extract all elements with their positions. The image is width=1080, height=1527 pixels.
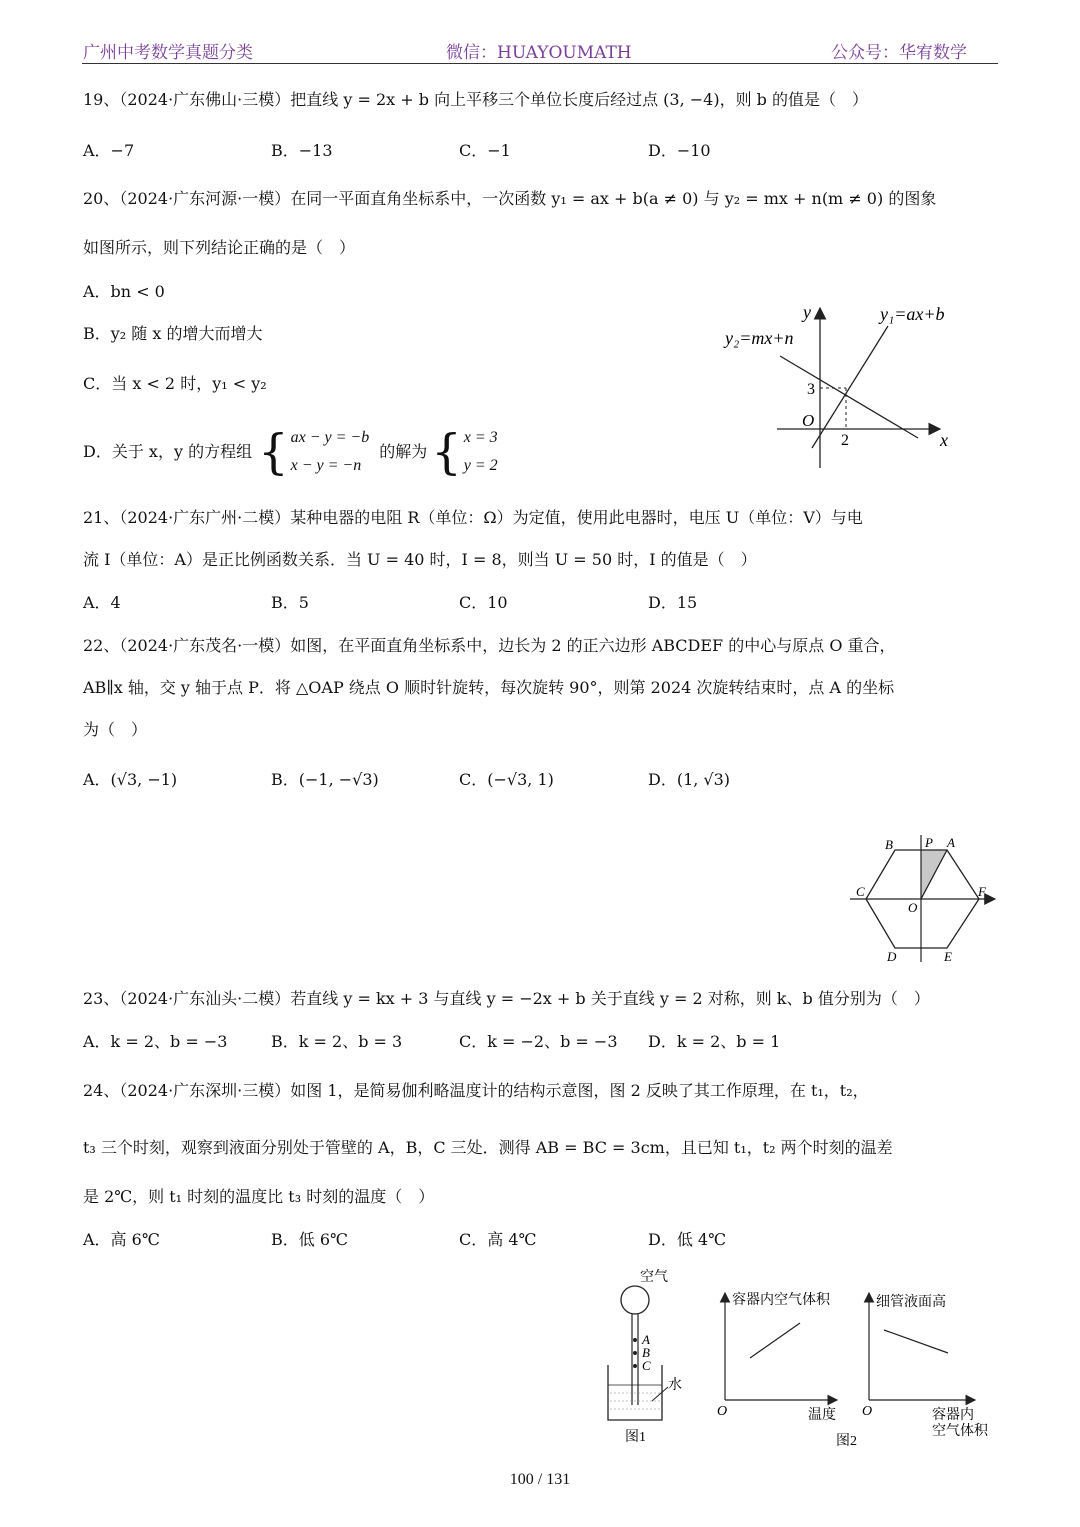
tick-x-label: 2 bbox=[841, 432, 849, 449]
header-rule bbox=[82, 63, 998, 64]
water-label: 水 bbox=[668, 1378, 682, 1393]
label-o: O bbox=[908, 900, 918, 915]
graph2-origin: O bbox=[862, 1404, 873, 1419]
left-brace: { bbox=[431, 424, 462, 480]
q21-option-a: A．4 bbox=[83, 593, 121, 612]
header-center: 微信：HUAYOUMATH bbox=[446, 43, 632, 63]
q20-sol1: x = 3 bbox=[463, 429, 498, 446]
q22-hexagon-figure bbox=[845, 832, 1005, 967]
graph2-y-label: 细管液面高 bbox=[876, 1295, 946, 1310]
graph2-x-label-line1: 容器内 bbox=[932, 1408, 974, 1423]
point-a-dot bbox=[633, 1338, 637, 1342]
q24-stem-line1: 24、（2024·广东深圳·三模）如图 1，是简易伽利略温度计的结构示意图，图 2 反映了其工作原理，在 t₁，t₂， bbox=[83, 1081, 869, 1100]
line-y1 bbox=[812, 326, 888, 448]
q23-option-c: C．k = −2、b = −3 bbox=[459, 1032, 618, 1051]
q23-option-d: D．k = 2、b = 1 bbox=[648, 1032, 781, 1051]
q24-figure1-thermometer bbox=[600, 1265, 700, 1450]
q21-option-c: C．10 bbox=[459, 593, 508, 612]
q19-option-c: C．−1 bbox=[459, 141, 511, 160]
q22-option-c: C．(−√3, 1) bbox=[459, 770, 554, 789]
q24-option-c: C．高 4℃ bbox=[459, 1230, 537, 1249]
label-b: B bbox=[642, 1345, 650, 1360]
header-right: 公众号：华宥数学 bbox=[831, 43, 967, 63]
q21-option-b: B．5 bbox=[271, 593, 309, 612]
q20-option-c: C．当 x < 2 时，y₁ < y₂ bbox=[83, 374, 267, 393]
air-bulb bbox=[621, 1286, 649, 1314]
graph1-line bbox=[750, 1323, 800, 1358]
axis-y-label: y bbox=[803, 302, 811, 322]
label-a: A bbox=[642, 1332, 650, 1347]
water-container bbox=[608, 1365, 662, 1420]
label-c: C bbox=[856, 884, 865, 899]
q23-option-a: A．k = 2、b = −3 bbox=[83, 1032, 228, 1051]
label-f: F bbox=[978, 884, 986, 899]
q24-figure2-graphs bbox=[712, 1285, 1022, 1455]
q20-eq1: ax − y = −b bbox=[290, 429, 370, 446]
label-a: A bbox=[947, 835, 955, 850]
origin-label: O bbox=[802, 411, 815, 430]
q21-option-d: D．15 bbox=[648, 593, 698, 612]
label-y1: y₁=ax+b bbox=[880, 304, 945, 324]
q19-option-d: D．−10 bbox=[648, 141, 711, 160]
left-brace: { bbox=[258, 424, 289, 480]
q24-stem-line2: t₃ 三个时刻，观察到液面分别处于管壁的 A，B，C 三处．测得 AB = BC = 3cm，且已知 t₁，t₂ 两个时刻的温差 bbox=[83, 1138, 893, 1157]
q22-stem-line1: 22、（2024·广东茂名·一模）如图，在平面直角坐标系中，边长为 2 的正六边形 ABCDEF 的中心与原点 O 重合， bbox=[83, 636, 896, 655]
graph1-x-label: 温度 bbox=[808, 1408, 836, 1423]
q20-option-a: A．bn < 0 bbox=[83, 282, 165, 301]
q22-option-d: D．(1, √3) bbox=[648, 770, 731, 789]
q20-option-b: B．y₂ 随 x 的增大而增大 bbox=[83, 324, 263, 343]
q20-stem-line2: 如图所示，则下列结论正确的是（ ） bbox=[83, 238, 356, 257]
q24-stem-line3: 是 2℃，则 t₁ 时刻的温度比 t₃ 时刻的温度（ ） bbox=[83, 1187, 435, 1206]
graph1-origin: O bbox=[717, 1404, 728, 1419]
q22-option-b: B．(−1, −√3) bbox=[271, 770, 379, 789]
axis-x-label: x bbox=[940, 430, 948, 450]
q22-stem-line3: 为（ ） bbox=[83, 720, 148, 739]
q19-option-b: B．−13 bbox=[271, 141, 333, 160]
q23-stem: 23、（2024·广东汕头·二模）若直线 y = kx + 3 与直线 y = −2x + b 关于直线 y = 2 对称，则 k、b 值分别为（ ） bbox=[83, 989, 930, 1008]
q20-solution-system bbox=[431, 424, 497, 480]
point-c-dot bbox=[633, 1364, 637, 1368]
graph1-y-label: 容器内空气体积 bbox=[732, 1293, 830, 1308]
q23-option-b: B．k = 2、b = 3 bbox=[271, 1032, 403, 1051]
label-c: C bbox=[642, 1358, 651, 1373]
q20-stem-line1: 20、（2024·广东河源·一模）在同一平面直角坐标系中，一次函数 y₁ = ax + b(a ≠ 0) 与 y₂ = mx + n(m ≠ 0) 的图象 bbox=[83, 189, 937, 208]
q22-stem-line2: AB∥x 轴，交 y 轴于点 P．将 △OAP 绕点 O 顺时针旋转，每次旋转 90°，则第 2024 次旋转结束时，点 A 的坐标 bbox=[83, 678, 895, 697]
q22-option-a: A．(√3, −1) bbox=[83, 770, 178, 789]
q24-option-d: D．低 4℃ bbox=[648, 1230, 726, 1249]
q20-option-d-mid: 的解为 bbox=[379, 442, 428, 461]
q21-stem-line1: 21、（2024·广东广州·二模）某种电器的电阻 R（单位：Ω）为定值，使用此电器时，电压 U（单位：V）与电 bbox=[83, 508, 863, 527]
q24-option-a: A．高 6℃ bbox=[83, 1230, 160, 1249]
q21-stem-line2: 流 I（单位：A）是正比例函数关系．当 U = 40 时，I = 8，则当 U = 50 时，I 的值是（ ） bbox=[83, 550, 757, 569]
figure2-caption: 图2 bbox=[836, 1434, 857, 1449]
page-number: 100 / 131 bbox=[509, 1471, 571, 1488]
point-b-dot bbox=[633, 1351, 637, 1355]
q20-option-d-prefix: D．关于 x，y 的方程组 bbox=[83, 442, 253, 461]
q20-eq2: x − y = −n bbox=[290, 457, 362, 474]
q20-equation-system bbox=[258, 424, 369, 480]
graph2-x-label-line2: 空气体积 bbox=[932, 1424, 988, 1439]
q20-option-d bbox=[83, 424, 498, 480]
label-p: P bbox=[925, 835, 933, 850]
figure1-caption: 图1 bbox=[625, 1430, 646, 1445]
graph2-line bbox=[884, 1330, 948, 1353]
air-label: 空气 bbox=[640, 1270, 668, 1285]
water-pointer bbox=[652, 1387, 668, 1401]
tick-y-label: 3 bbox=[807, 381, 815, 398]
label-e: E bbox=[944, 949, 952, 964]
label-d: D bbox=[887, 949, 897, 964]
label-b: B bbox=[885, 837, 893, 852]
line-y2 bbox=[780, 356, 918, 438]
header-left: 广州中考数学真题分类 bbox=[83, 43, 253, 63]
q20-sol2: y = 2 bbox=[463, 457, 498, 474]
q20-graph bbox=[715, 298, 965, 473]
q24-option-b: B．低 6℃ bbox=[271, 1230, 348, 1249]
label-y2: y₂=mx+n bbox=[725, 328, 794, 348]
q19-option-a: A．−7 bbox=[83, 141, 135, 160]
q19-stem: 19、（2024·广东佛山·三模）把直线 y = 2x + b 向上平移三个单位长度后经过点 (3, −4)，则 b 的值是（ ） bbox=[83, 90, 868, 109]
